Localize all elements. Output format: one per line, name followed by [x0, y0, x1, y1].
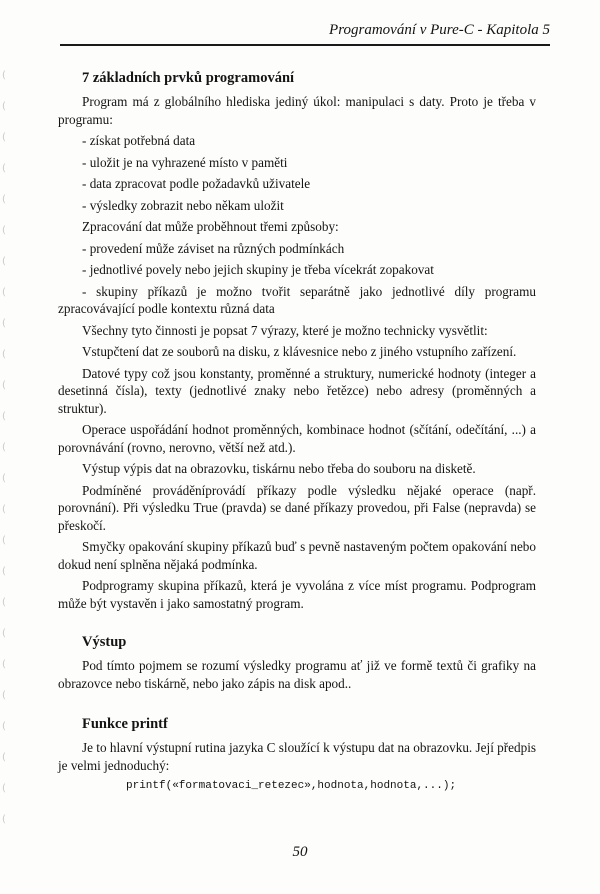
list-item: - jednotlivé povely nebo jejich skupiny je třeba vícekrát zopakovat — [82, 262, 434, 277]
page-content — [58, 70, 536, 792]
running-header: Programování v Pure-C - Kapitola 5 — [329, 22, 550, 38]
code-snippet: printf(«formatovaci_retezec»,hodnota,hodnota,...); — [126, 780, 457, 792]
section-heading-output: Výstup — [82, 634, 127, 650]
paragraph: Operace uspořádání hodnot proměnných, kombinace hodnot (sčítání, odečítání, ...) a porovnávání (rovno, nerovno, větší než atd.). — [58, 422, 536, 455]
paragraph: Smyčky opakování skupiny příkazů buď s pevně nastaveným počtem opakování nebo dokud není splněna nějaká podmínka. — [58, 539, 536, 572]
intro-paragraph: Program má z globálního hlediska jediný úkol: manipulaci s daty. Proto je třeba v programu: — [58, 94, 536, 127]
list-item: - provedení může záviset na různých podmínkách — [82, 240, 345, 256]
section-heading-printf: Funkce printf — [82, 716, 168, 732]
output-paragraph: Pod tímto pojmem se rozumí výsledky programu ať již ve formě textů či grafiky na obrazovce nebo tiskárně, nebo jako zápis na disk apod.. — [58, 658, 536, 691]
printf-paragraph: Je to hlavní výstupní rutina jazyka C sloužící k výstupu dat na obrazovku. Její předpis je velmi jednoduchý: — [58, 740, 536, 773]
paragraph: Podprogramy skupina příkazů, která je vyvolána z více míst programu. Podprogram může být vystavěn i jako samostatný program. — [58, 578, 536, 611]
processing-paragraph: Zpracování dat může proběhnout třemi způsoby: — [82, 219, 339, 234]
list-item: - získat potřebná data — [82, 133, 196, 148]
page-number: 50 — [292, 844, 308, 860]
paragraph: Všechny tyto činnosti je popsat 7 výrazy, které je možno technicky vysvětlit: — [82, 322, 488, 338]
list-item: - výsledky zobrazit nebo někam uložit — [82, 197, 284, 213]
binding-marks: ( ( ( ( ( ( ( ( ( ( ( ( ( ( ( ( ( ( ( ( ( ( ( ( ( — [2, 70, 6, 825]
paragraph: Výstup výpis dat na obrazovku, tiskárnu nebo třeba do souboru na disketě. — [82, 461, 476, 476]
paragraph: Vstupčtení dat ze souborů na disku, z klávesnice nebo z jiného vstupního zařízení. — [82, 344, 517, 359]
paragraph: Datové typy což jsou konstanty, proměnné a struktury, numerické hodnoty (integer a desetinná čísla), texty (jednotlivé znaky nebo řetězce) nebo adresy (proměnných a struktur). — [58, 365, 536, 416]
header-rule — [60, 44, 550, 46]
list-item: - skupiny příkazů je možno tvořit separátně jako jednotlivé díly programu zpracovávající podle kontextu různá data — [58, 283, 536, 316]
list-item: - uložit je na vyhrazené místo v paměti — [82, 154, 288, 170]
paragraph: Podmíněné prováděníprovádí příkazy podle výsledku nějaké operace (např. porovnání). Při výsledku True (pravda) se dané příkazy provedou, při False (nepravda) se přeskočí. — [58, 482, 536, 533]
list-item: - data zpracovat podle požadavků uživatele — [82, 176, 311, 191]
section-heading-elements: 7 základních prvků programování — [82, 70, 295, 86]
